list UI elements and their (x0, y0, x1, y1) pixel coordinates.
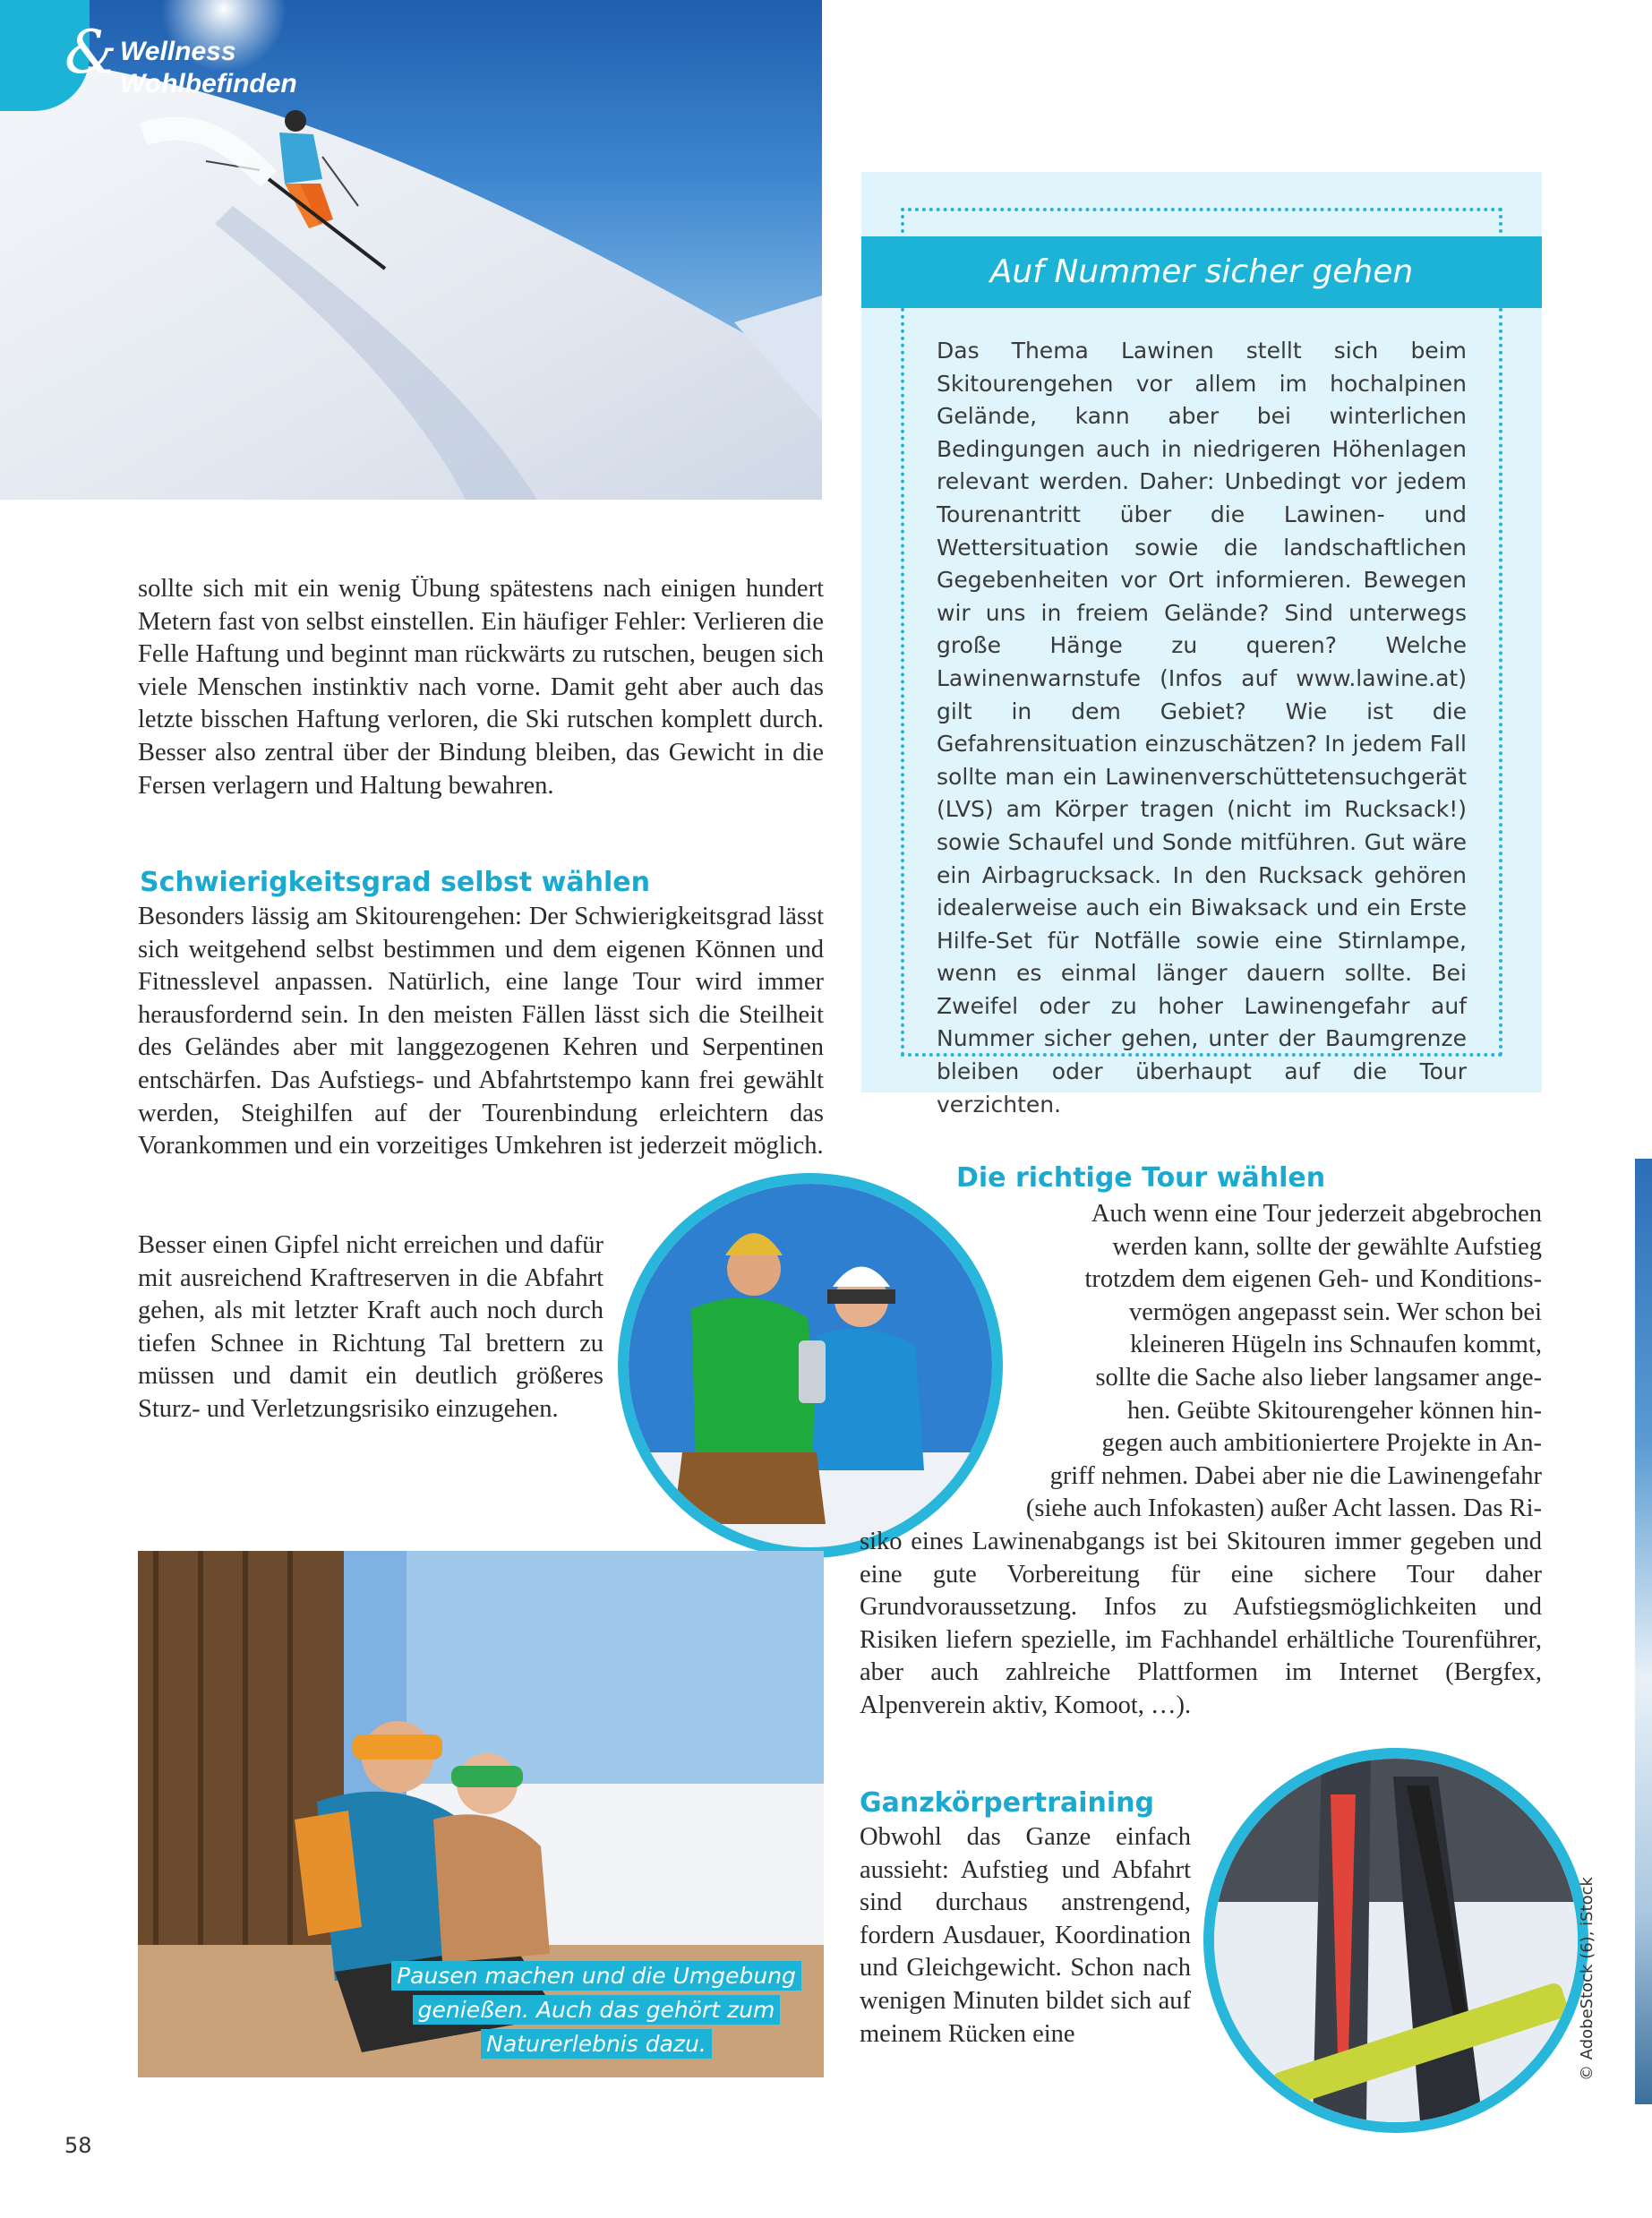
section-ampersand: & (64, 18, 117, 87)
tour-line: (siehe auch Infokasten) außer Acht lassen. Das Ri- (1025, 1494, 1542, 1523)
circle-photo-couple (618, 1173, 1003, 1558)
tour-line: gegen auch ambitioniertere Projekte in An- (1101, 1429, 1542, 1458)
schwierigkeit-paragraph-wide (138, 901, 824, 1163)
couple-illustration (629, 1184, 992, 1547)
tour-text-rest: siko eines Lawinenabgangs ist bei Skitouren immer gegeben und eine gute Vorbereitung für eine sichere Tour daher Grundvoraussetzung. Infos zu Aufstiegsmöglichkeiten und Risiken liefern spezielle, im Fachhandel erhältliche Tourenführer, aber auch zahlreiche Plattformen im Internet (Bergfex, Alpenverein aktiv, Komoot, …). (860, 1528, 1542, 1719)
infobox-avalanche (861, 172, 1542, 1118)
tour-paragraph-curved (956, 1198, 1542, 1526)
intro-text: sollte sich mit ein wenig Übung spätestens nach einigen hundert Metern fast von selbst einstellen. Ein häufiger Fehler: Verlieren die Felle Haftung und beginnt man rückwärts zu rutschen, beugen sich viele Menschen instinktiv nach vorne. Damit geht aber auch das letzte bisschen Haftung verloren, die Ski rutschen komplett durch. Besser also zentral über der Bindung bleiben, das Gewicht in die Fersen verlagern und Haltung bewahren. (138, 575, 824, 800)
tour-line: werden kann, sollte der gewählte Aufstieg (1112, 1232, 1542, 1261)
photo-break-hut (138, 1551, 824, 2077)
heading-richtige-tour: Die richtige Tour wählen (956, 1162, 1326, 1194)
tour-paragraph-rest (860, 1526, 1542, 1723)
tour-line: vermögen angepasst sein. Wer schon bei (1129, 1297, 1542, 1326)
section-title-line2: Wohlbefinden (120, 69, 297, 98)
section-title-line1: Wellness (120, 37, 236, 66)
tour-line: trotzdem dem eigenen Geh- und Konditions- (1084, 1265, 1542, 1294)
tour-line: griff nehmen. Dabei aber nie die Lawinengefahr (1049, 1461, 1542, 1490)
infobox-title-bar (861, 236, 1542, 308)
schwierigkeit-text-wide: Besonders lässig am Skitourengehen: Der Schwierigkeitsgrad lässt sich weitgehend selbst bestimmen und dem eigenen Können und Fitnesslevel anpassen. Natürlich, eine lange Tour wird immer herausfordernd sein. In den meisten Fällen lässt sich die Steilheit des Geländes aber mit langgezogenen Kehren und Serpentinen entschärfen. Das Aufstiegs- und Abfahrtstempo kann frei gewählt werden, Steighilfen auf der Tourenbindung erleichtern das Vorankommen und ein vorzeitiges Umkehren ist jederzeit möglich. (138, 903, 824, 1160)
intro-paragraph (138, 573, 824, 802)
infobox-text: Das Thema Lawinen stellt sich beim Skitourengehen vor allem im hochalpinen Gelände, kann aber bei winterlichen Bedingungen auch in niedrigeren Höhenlagen relevant werden. Daher: Unbedingt vor jedem Tourenantritt über die Lawinen- und Wettersituation sowie die landschaftlichen Gegebenheiten vor Ort informieren. Bewegen wir uns in freiem Gelände? Sind unterwegs große Hänge zu queren? Welche Lawinenwarnstufe (Infos auf www.lawine.at) gilt in dem Gebiet? Wie ist die Gefahrensituation einzuschätzen? In jedem Fall sollte man ein Lawinenverschüttetensuchgerät (LVS) am Körper tragen (nicht im Rucksack!) sowie Schaufel und Sonde mitführen. Gut wäre ein Airbagrucksack. In den Rucksack gehören idealerweise auch ein Biwaksack und ein Erste Hilfe-Set für Notfälle sowie eine Stirnlampe, wenn es einmal länger dauern sollte. Bei Zweifel oder zu hoher Lawinengefahr auf Nummer sicher gehen, unter der Baumgrenze bleiben oder überhaupt auf die Tour verzichten. (937, 338, 1467, 1118)
ganzkoerper-paragraph (860, 1821, 1191, 2051)
circle-photo-skis (1203, 1748, 1588, 2133)
tour-line: sollte die Sache also lieber langsamer ange- (1095, 1363, 1542, 1392)
section-title (120, 36, 297, 100)
tour-line: Auch wenn eine Tour jederzeit abgebrochen (1091, 1200, 1542, 1228)
caption-line: genießen. Auch das gehört zum (413, 1995, 781, 2025)
skis-illustration (1214, 1759, 1578, 2122)
caption-line: Pausen machen und die Umgebung (391, 1961, 801, 1991)
page-number: 58 (64, 2133, 92, 2158)
tour-line: kleineren Hügeln ins Schnaufen kommt, (1130, 1331, 1542, 1359)
tour-line: hen. Geübte Skitourengeher können hin- (1127, 1396, 1542, 1425)
infobox-title: Auf Nummer sicher gehen (989, 253, 1414, 290)
heading-schwierigkeitsgrad: Schwierigkeitsgrad selbst wählen (140, 867, 650, 898)
heading-ganzkoerpertraining: Ganzkörpertraining (860, 1787, 1154, 1819)
caption-line: Naturerlebnis dazu. (481, 2029, 712, 2059)
ganzkoerper-text: Obwohl das Ganze einfach aussieht: Aufstieg und Abfahrt sind durchaus anstrengend, fordern Ausdauer, Koordination und Gleichgewicht. Schon nach wenigen Minuten bildet sich auf meinem Rücken eine (860, 1823, 1191, 2048)
photo-credit: © AdobeStock (6), iStock (1578, 1877, 1596, 2081)
photo-caption (390, 1959, 802, 2061)
next-page-edge-strip (1635, 1159, 1652, 2104)
schwierigkeit-text-narrow: Besser einen Gipfel nicht erreichen und dafür mit ausreichend Kraftreserven in die Abfahrt gehen, als mit letzter Kraft auch noch durch tiefen Schnee in Richtung Tal brettern zu müssen und damit ein deutlich größeres Sturz- und Verletzungsrisiko einzugehen. (138, 1231, 603, 1423)
schwierigkeit-paragraph-narrow (138, 1229, 603, 1426)
